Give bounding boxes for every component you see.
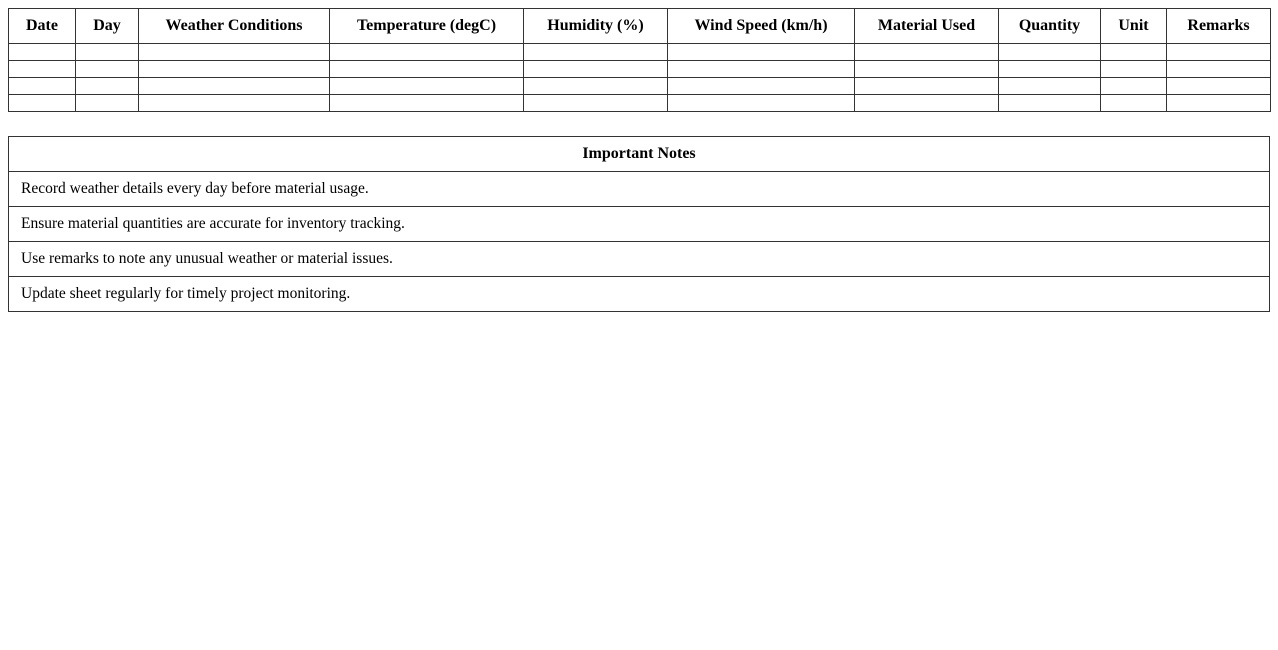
column-header-remarks: Remarks (1167, 9, 1271, 44)
note-item: Use remarks to note any unusual weather or material issues. (9, 242, 1270, 277)
important-notes-table (8, 136, 1270, 312)
column-header-quantity: Quantity (999, 9, 1101, 44)
note-row (9, 207, 1270, 242)
note-item: Ensure material quantities are accurate for inventory tracking. (9, 207, 1270, 242)
table-cell-unit[interactable] (1101, 78, 1167, 95)
table-cell-weather-conditions[interactable] (139, 95, 330, 112)
note-item: Update sheet regularly for timely project monitoring. (9, 277, 1270, 312)
table-cell-unit[interactable] (1101, 44, 1167, 61)
table-cell-remarks[interactable] (1167, 61, 1271, 78)
notes-title: Important Notes (9, 137, 1270, 172)
column-header-wind-speed: Wind Speed (km/h) (668, 9, 855, 44)
column-header-material-used: Material Used (855, 9, 999, 44)
table-cell-temperature[interactable] (330, 61, 524, 78)
table-cell-wind-speed[interactable] (668, 95, 855, 112)
table-cell-temperature[interactable] (330, 95, 524, 112)
table-cell-remarks[interactable] (1167, 78, 1271, 95)
table-cell-date[interactable] (9, 61, 76, 78)
table-cell-weather-conditions[interactable] (139, 61, 330, 78)
table-row (9, 61, 1271, 78)
note-row (9, 242, 1270, 277)
table-cell-day[interactable] (76, 44, 139, 61)
table-cell-material-used[interactable] (855, 44, 999, 61)
table-cell-remarks[interactable] (1167, 95, 1271, 112)
table-cell-humidity[interactable] (524, 95, 668, 112)
table-cell-day[interactable] (76, 78, 139, 95)
table-cell-weather-conditions[interactable] (139, 78, 330, 95)
table-cell-day[interactable] (76, 95, 139, 112)
note-row (9, 172, 1270, 207)
table-cell-humidity[interactable] (524, 61, 668, 78)
column-header-temperature: Temperature (degC) (330, 9, 524, 44)
table-cell-temperature[interactable] (330, 78, 524, 95)
column-header-date: Date (9, 9, 76, 44)
table-cell-date[interactable] (9, 78, 76, 95)
table-cell-weather-conditions[interactable] (139, 44, 330, 61)
table-cell-quantity[interactable] (999, 95, 1101, 112)
table-cell-wind-speed[interactable] (668, 61, 855, 78)
table-cell-quantity[interactable] (999, 44, 1101, 61)
weather-material-log-table (8, 8, 1271, 112)
table-cell-date[interactable] (9, 44, 76, 61)
table-row (9, 95, 1271, 112)
table-cell-humidity[interactable] (524, 78, 668, 95)
table-cell-unit[interactable] (1101, 61, 1167, 78)
table-cell-wind-speed[interactable] (668, 44, 855, 61)
column-header-unit: Unit (1101, 9, 1167, 44)
table-cell-material-used[interactable] (855, 78, 999, 95)
column-header-weather-conditions: Weather Conditions (139, 9, 330, 44)
table-cell-humidity[interactable] (524, 44, 668, 61)
column-header-humidity: Humidity (%) (524, 9, 668, 44)
note-row (9, 277, 1270, 312)
table-row (9, 78, 1271, 95)
table-header-row (9, 9, 1271, 44)
table-cell-date[interactable] (9, 95, 76, 112)
column-header-day: Day (76, 9, 139, 44)
table-cell-material-used[interactable] (855, 61, 999, 78)
table-cell-remarks[interactable] (1167, 44, 1271, 61)
table-cell-day[interactable] (76, 61, 139, 78)
table-cell-material-used[interactable] (855, 95, 999, 112)
table-cell-wind-speed[interactable] (668, 78, 855, 95)
table-cell-unit[interactable] (1101, 95, 1167, 112)
notes-header-row (9, 137, 1270, 172)
table-cell-quantity[interactable] (999, 61, 1101, 78)
table-row (9, 44, 1271, 61)
table-cell-quantity[interactable] (999, 78, 1101, 95)
note-item: Record weather details every day before material usage. (9, 172, 1270, 207)
table-cell-temperature[interactable] (330, 44, 524, 61)
